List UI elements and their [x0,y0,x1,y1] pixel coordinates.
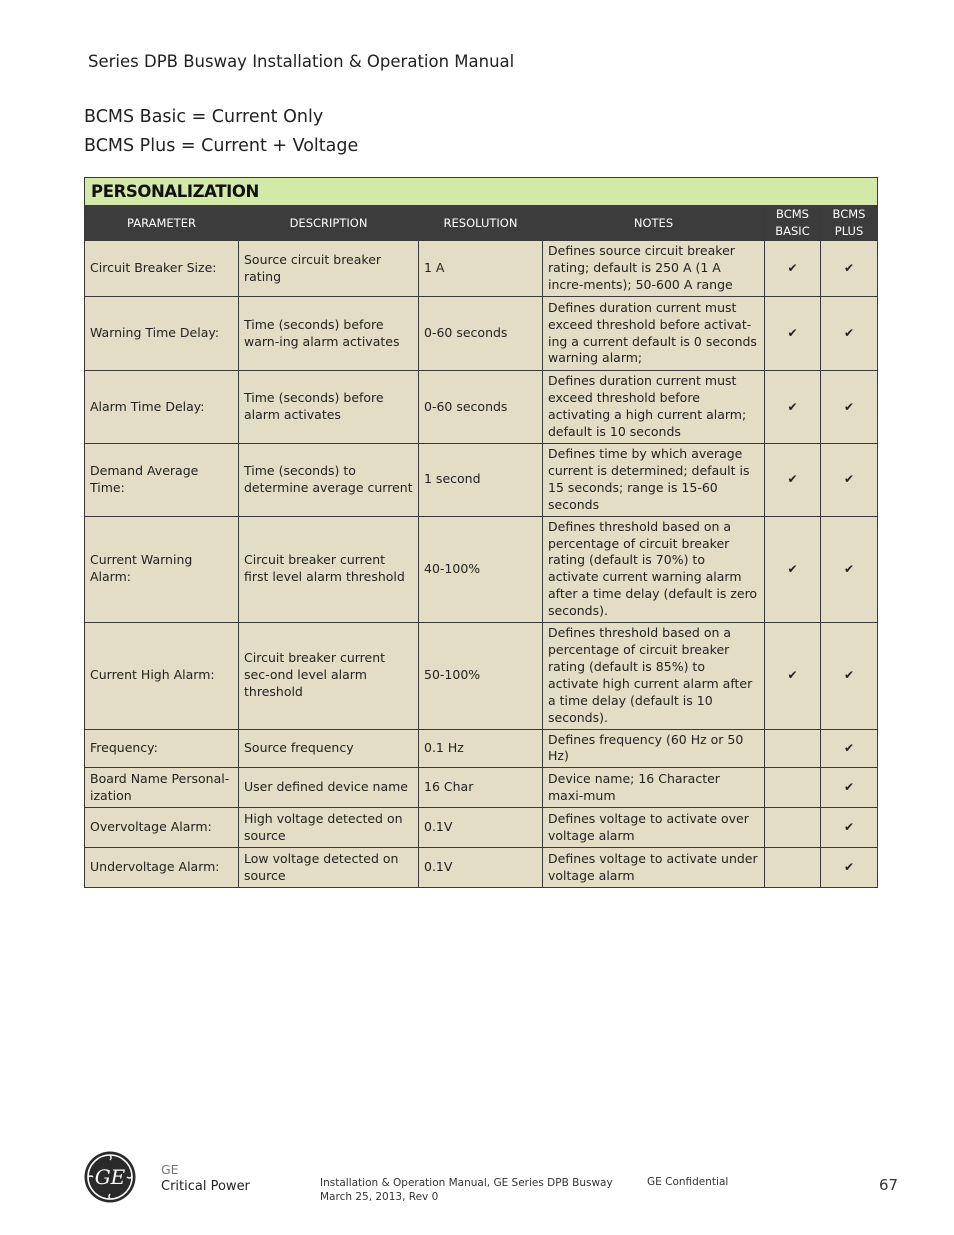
table-row [85,241,878,297]
table-row [85,444,878,517]
cell-bcms-plus [821,516,878,622]
checkmark-icon: ✔ [844,820,855,835]
footer-confidential: GE Confidential [647,1176,729,1188]
cell-description: Low voltage detected on source [239,848,419,888]
cell-description: User defined device name [239,768,419,808]
cell-bcms-plus [821,623,878,729]
cell-resolution: 0.1V [419,848,543,888]
cell-notes: Defines threshold based on a percentage of circuit breaker rating (default is 70%) to activate current warning alarm after a time delay (default is zero seconds). [543,516,765,622]
column-header-description: DESCRIPTION [239,206,419,241]
checkmark-icon: ✔ [844,780,855,795]
column-header-bcms-basic: BCMS BASIC [765,206,821,241]
checkmark-icon: ✔ [844,261,855,276]
cell-notes: Defines source circuit breaker rating; default is 250 A (1 A incre-ments); 50-600 A range [543,241,765,297]
section-header-row [85,178,878,206]
ge-logo-text: GE [94,1165,126,1189]
column-header-notes: NOTES [543,206,765,241]
cell-resolution: 0-60 seconds [419,371,543,444]
cell-parameter: Undervoltage Alarm: [85,848,239,888]
cell-parameter: Frequency: [85,729,239,768]
cell-parameter: Overvoltage Alarm: [85,808,239,848]
legend-bcms-plus: BCMS Plus = Current + Voltage [84,136,359,156]
cell-parameter: Current High Alarm: [85,623,239,729]
cell-parameter: Current Warning Alarm: [85,516,239,622]
footer-brand-ge: GE [161,1162,179,1177]
cell-bcms-plus [821,241,878,297]
cell-bcms-basic [765,848,821,888]
column-header-parameter: PARAMETER [85,206,239,241]
column-header-bcms-plus: BCMS PLUS [821,206,878,241]
cell-bcms-basic [765,729,821,768]
page-number: 67 [879,1176,899,1194]
cell-bcms-basic [765,241,821,297]
personalization-table [84,177,878,888]
cell-description: High voltage detected on source [239,808,419,848]
table-body [85,241,878,888]
cell-bcms-basic [765,768,821,808]
document-header-title: Series DPB Busway Installation & Operation Manual [88,52,515,71]
cell-resolution: 16 Char [419,768,543,808]
cell-bcms-plus [821,729,878,768]
table-row [85,371,878,444]
footer-manual-title: Installation & Operation Manual, GE Series DPB Busway [320,1177,613,1189]
cell-bcms-plus [821,848,878,888]
table-row [85,729,878,768]
cell-resolution: 0.1 Hz [419,729,543,768]
table-row [85,848,878,888]
checkmark-icon: ✔ [787,472,798,487]
footer-brand-critical-power: Critical Power [161,1179,250,1194]
cell-parameter: Alarm Time Delay: [85,371,239,444]
cell-bcms-plus [821,371,878,444]
checkmark-icon: ✔ [844,399,855,414]
checkmark-icon: ✔ [787,668,798,683]
cell-bcms-plus [821,297,878,371]
cell-notes: Defines duration current must exceed threshold before activating a high current alarm; default is 10 seconds [543,371,765,444]
footer-brand [161,1161,250,1195]
cell-bcms-plus [821,444,878,517]
table-row [85,623,878,729]
cell-parameter: Demand Average Time: [85,444,239,517]
legend-bcms-basic: BCMS Basic = Current Only [84,107,324,127]
cell-description: Source frequency [239,729,419,768]
checkmark-icon: ✔ [844,860,855,875]
cell-bcms-basic [765,444,821,517]
cell-parameter: Circuit Breaker Size: [85,241,239,297]
cell-bcms-plus [821,808,878,848]
cell-notes: Defines duration current must exceed threshold before activat-ing a current default is 0 seconds warning alarm; [543,297,765,371]
cell-bcms-basic [765,371,821,444]
checkmark-icon: ✔ [787,261,798,276]
table-row [85,516,878,622]
cell-bcms-plus [821,768,878,808]
cell-notes: Defines voltage to activate under voltage alarm [543,848,765,888]
cell-parameter: Board Name Personal-ization [85,768,239,808]
cell-resolution: 1 A [419,241,543,297]
checkmark-icon: ✔ [787,326,798,341]
cell-bcms-basic [765,297,821,371]
column-header-row [85,206,878,241]
cell-notes: Device name; 16 Character maxi-mum [543,768,765,808]
checkmark-icon: ✔ [844,326,855,341]
checkmark-icon: ✔ [787,399,798,414]
footer-manual-info [320,1176,613,1204]
cell-bcms-basic [765,516,821,622]
table-row [85,768,878,808]
cell-description: Time (seconds) to determine average current [239,444,419,517]
cell-parameter: Warning Time Delay: [85,297,239,371]
cell-resolution: 40-100% [419,516,543,622]
cell-description: Time (seconds) before alarm activates [239,371,419,444]
cell-notes: Defines time by which average current is determined; default is 15 seconds; range is 15-60 seconds [543,444,765,517]
cell-bcms-basic [765,808,821,848]
cell-description: Circuit breaker current first level alarm threshold [239,516,419,622]
checkmark-icon: ✔ [787,561,798,576]
cell-bcms-basic [765,623,821,729]
cell-notes: Defines threshold based on a percentage of circuit breaker rating (default is 85%) to activate high current alarm after a time delay (default is 10 seconds). [543,623,765,729]
checkmark-icon: ✔ [844,668,855,683]
checkmark-icon: ✔ [844,740,855,755]
checkmark-icon: ✔ [844,561,855,576]
checkmark-icon: ✔ [844,472,855,487]
cell-resolution: 50-100% [419,623,543,729]
footer-manual-date: March 25, 2013, Rev 0 [320,1191,439,1203]
cell-resolution: 0.1V [419,808,543,848]
cell-resolution: 0-60 seconds [419,297,543,371]
cell-resolution: 1 second [419,444,543,517]
column-header-resolution: RESOLUTION [419,206,543,241]
cell-description: Source circuit breaker rating [239,241,419,297]
cell-description: Time (seconds) before warn-ing alarm activates [239,297,419,371]
table-row [85,808,878,848]
cell-description: Circuit breaker current sec-ond level alarm threshold [239,623,419,729]
section-title: PERSONALIZATION [85,178,878,206]
table-row [85,297,878,371]
cell-notes: Defines frequency (60 Hz or 50 Hz) [543,729,765,768]
cell-notes: Defines voltage to activate over voltage alarm [543,808,765,848]
ge-logo-icon [84,1151,136,1203]
